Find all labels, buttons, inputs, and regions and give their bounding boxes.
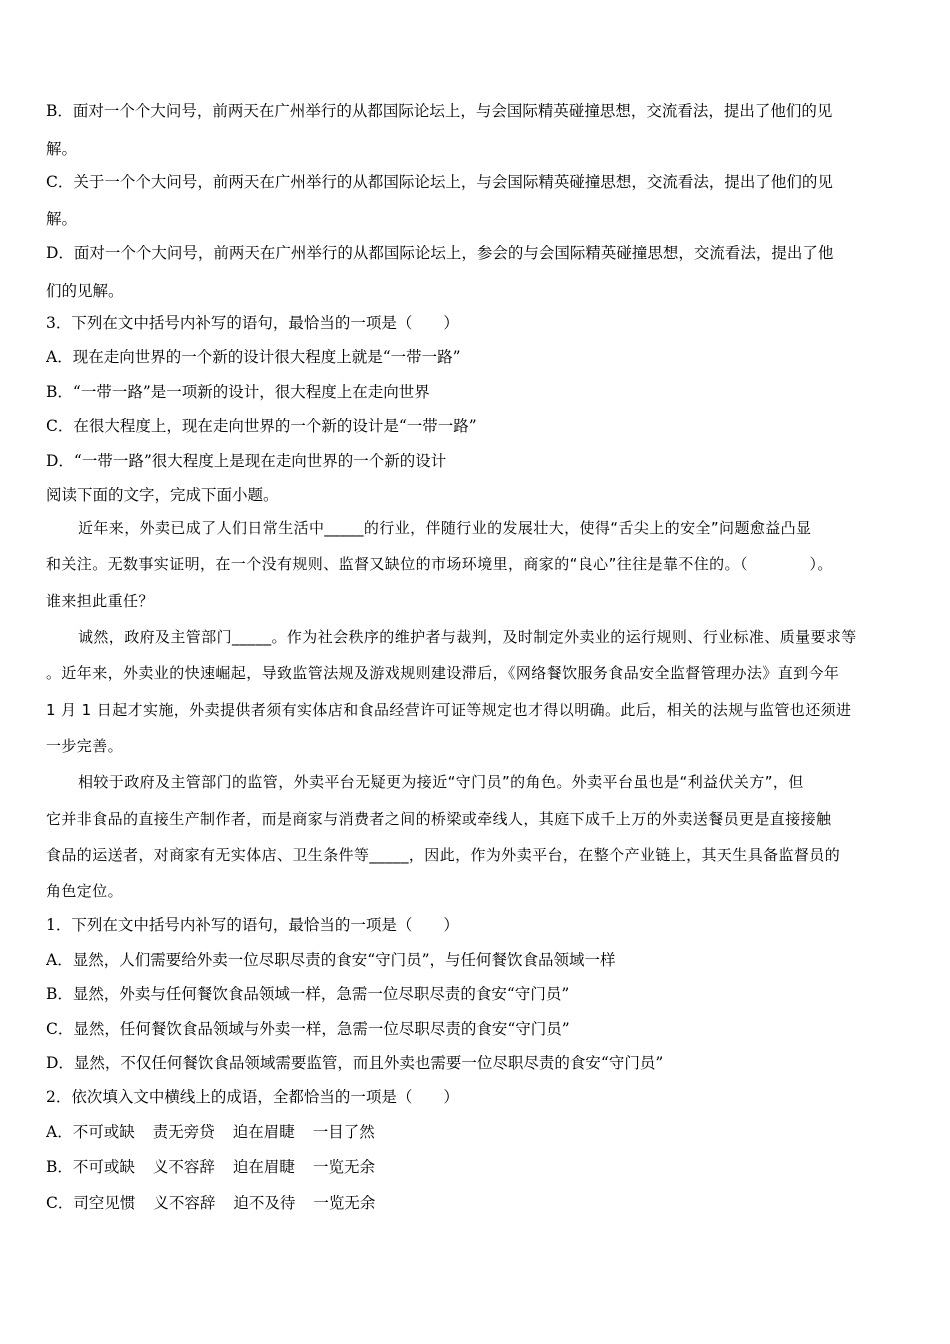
idiom: 不可或缺: [72, 1158, 135, 1176]
idiom: 义不容辞: [152, 1158, 215, 1176]
idiom: 一览无余: [312, 1158, 375, 1176]
idiom: 义不容辞: [153, 1194, 216, 1212]
passage-p3-line3: 食品的运送者，对商家有无实体店、卫生条件等_____，因此，作为外卖平台，在整个产业链上，其天生具备监督员的: [46, 846, 841, 864]
question2-stem: 2．依次填入文中横线上的成语，全都恰当的一项是（ ）: [46, 1088, 459, 1106]
passage-p2-line2: 。近年来，外卖业的快速崛起，导致监管法规及游戏规则建设滞后，《网络餐饮服务食品安全监督管理办法》直到今年: [46, 664, 840, 682]
question3-option-b: B．“一带一路”是一项新的设计，很大程度上在走向世界: [46, 383, 430, 401]
idiom: 责无旁贷: [152, 1123, 215, 1141]
passage-p1-line2: 和关注。无数事实证明，在一个没有规则、监督又缺位的市场环境里，商家的“良心”往往是靠不住的。（ ）。: [46, 555, 833, 573]
passage-p2-line4: 一步完善。: [46, 737, 124, 755]
passage-p2-line1: 诚然，政府及主管部门_____。作为社会秩序的维护者与裁判，及时制定外卖业的运行规则、行业标准、质量要求等: [78, 628, 857, 646]
passage-p3-line1: 相较于政府及主管部门的监管，外卖平台无疑更为接近“守门员”的角色。外卖平台虽也是“利益伏关方”，但: [78, 773, 804, 791]
idiom: 不可或缺: [72, 1123, 135, 1141]
question1-option-b: B．显然，外卖与任何餐饮食品领域一样，急需一位尽职尽责的食安“守门员”: [46, 985, 570, 1003]
passage-p2-line3: 1 月 1 日起才实施，外卖提供者须有实体店和食品经营许可证等规定也才得以明确。此后，相关的法规与监管也还须进: [46, 701, 852, 719]
prev-option-b-line1: B．面对一个个大问号，前两天在广州举行的从都国际论坛上，与会国际精英碰撞思想，交流看法，提出了他们的见: [46, 102, 833, 120]
question1-option-a: A．显然，人们需要给外卖一位尽职尽责的食安“守门员”，与任何餐饮食品领域一样: [46, 951, 616, 969]
passage-p1-line1: 近年来，外卖已成了人们日常生活中_____的行业，伴随行业的发展壮大，使得“舌尖上的安全”问题愈益凸显: [78, 519, 812, 537]
question1-stem: 1．下列在文中括号内补写的语句，最恰当的一项是（ ）: [46, 916, 459, 934]
question2-option-b: [46, 1156, 912, 1178]
idiom: 一目了然: [312, 1123, 375, 1141]
question2-option-c: [46, 1192, 912, 1214]
question1-option-d: D．显然，不仅任何餐饮食品领域需要监管，而且外卖也需要一位尽职尽责的食安“守门员”: [46, 1054, 664, 1072]
option-label: C．: [46, 1194, 74, 1212]
prev-option-c-line1: C．关于一个个大问号，前两天在广州举行的从都国际论坛上，与会国际精英碰撞思想，交流看法，提出了他们的见: [46, 173, 833, 191]
passage-p1-line3: 谁来担此重任？: [46, 592, 154, 610]
option-label: B．: [46, 1158, 73, 1176]
idiom: 迫在眉睫: [232, 1158, 295, 1176]
idiom: 司空见惯: [73, 1194, 136, 1212]
idiom: 迫不及待: [233, 1194, 296, 1212]
idiom: 一览无余: [313, 1194, 376, 1212]
prev-option-b-line2: 解。: [46, 140, 78, 158]
passage-p3-line4: 角色定位。: [46, 882, 124, 900]
option-label: A．: [46, 1123, 73, 1141]
passage-p3-line2: 它并非食品的直接生产制作者，而是商家与消费者之间的桥梁或牵线人，其庭下成千上万的外卖送餐员更是直接接触: [46, 810, 832, 828]
question1-option-c: C．显然，任何餐饮食品领域与外卖一样，急需一位尽职尽责的食安“守门员”: [46, 1020, 570, 1038]
idiom: 迫在眉睫: [232, 1123, 295, 1141]
question3-option-d: D．“一带一路”很大程度上是现在走向世界的一个新的设计: [46, 452, 447, 470]
prev-option-c-line2: 解。: [46, 210, 78, 228]
question3-option-c: C．在很大程度上，现在走向世界的一个新的设计是“一带一路”: [46, 417, 477, 435]
question3-option-a: A．现在走向世界的一个新的设计很大程度上就是“一带一路”: [46, 348, 461, 366]
prev-option-d-line2: 们的见解。: [46, 282, 124, 300]
question3-stem: 3．下列在文中括号内补写的语句，最恰当的一项是（ ）: [46, 314, 459, 332]
reading-intro: 阅读下面的文字，完成下面小题。: [46, 486, 279, 504]
prev-option-d-line1: D．面对一个个大问号，前两天在广州举行的从都国际论坛上，参会的与会国际精英碰撞思想，交流看法，提出了他: [46, 244, 834, 262]
question2-option-a: [46, 1121, 912, 1143]
